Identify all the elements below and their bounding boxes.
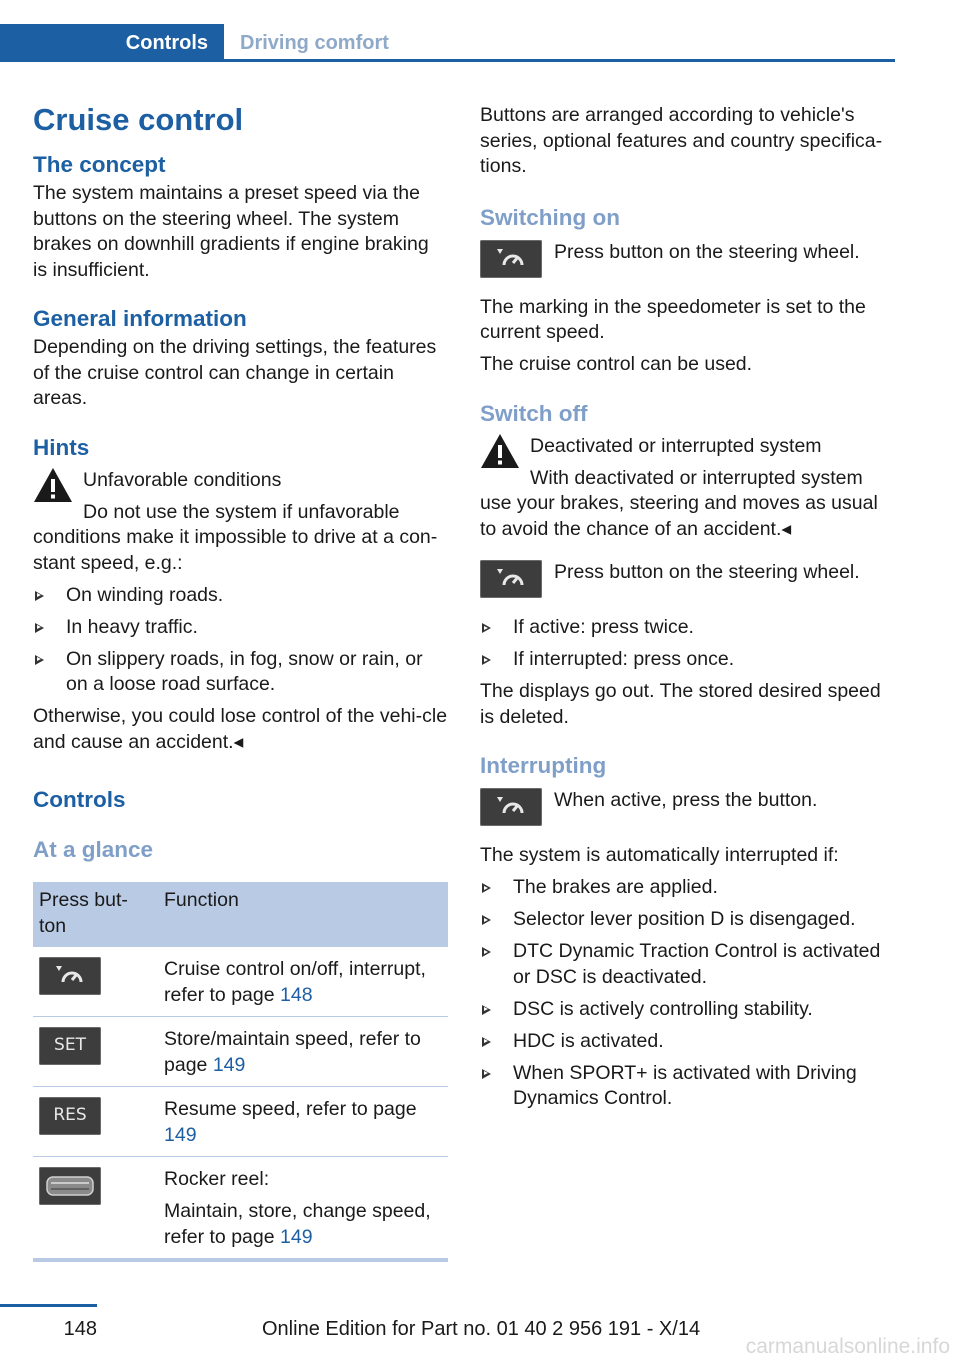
warning-triangle-icon bbox=[33, 467, 73, 503]
glance-heading: At a glance bbox=[33, 837, 154, 862]
general-heading: General information bbox=[33, 306, 247, 331]
warning-rest: use your brakes, steering and moves as usual to avoid the chance of an accident.◂ bbox=[480, 492, 878, 540]
hints-warning bbox=[33, 468, 448, 526]
when-active-text: When active, press the button. bbox=[554, 789, 818, 811]
page-link[interactable]: 149 bbox=[164, 1123, 197, 1146]
rocker-reel-button bbox=[39, 1167, 101, 1205]
left-column bbox=[33, 100, 448, 1262]
table-row bbox=[33, 1157, 448, 1261]
cruise-control-button bbox=[39, 957, 101, 995]
cruise-control-button bbox=[480, 560, 542, 598]
table-header-row bbox=[33, 882, 448, 947]
footer-rule bbox=[0, 1304, 97, 1307]
watermark: carmanualsonline.info bbox=[745, 1335, 950, 1358]
list-item: HDC is activated. bbox=[480, 1029, 895, 1055]
header-rule bbox=[0, 59, 895, 62]
row-function-text: Resume speed, refer to page bbox=[164, 1098, 417, 1120]
displays-text: The displays go out. The stored desired speed is deleted. bbox=[480, 680, 881, 728]
list-item: On winding roads. bbox=[33, 583, 448, 609]
general-text: Depending on the driving settings, the features of the cruise control can change in certain areas. bbox=[33, 336, 437, 409]
press-button-text: Press button on the steering wheel. bbox=[554, 240, 860, 263]
cruise-control-icon bbox=[50, 961, 90, 991]
table-row bbox=[33, 1017, 448, 1087]
warning-title: Unfavorable conditions bbox=[83, 468, 282, 491]
page-link[interactable]: 149 bbox=[212, 1053, 246, 1076]
cruise-control-icon bbox=[491, 564, 531, 594]
warning-title: Deactivated or interrupted system bbox=[530, 434, 822, 457]
interrupting-heading: Interrupting bbox=[480, 753, 607, 778]
cruise-control-icon bbox=[491, 244, 531, 274]
page-header bbox=[0, 24, 895, 62]
can-be-used-text: The cruise control can be used. bbox=[480, 353, 753, 375]
cruise-control-button bbox=[480, 788, 542, 826]
concept-text: The system maintains a preset speed via the buttons on the steering wheel. The system brakes on downhill gradients if engine braking is insufficient. bbox=[33, 182, 429, 281]
buttons-intro: Buttons are arranged according to vehicle's series, optional features and country specifica-tions. bbox=[480, 104, 883, 177]
page-number: 148 bbox=[63, 1318, 97, 1340]
list-item: When SPORT+ is activated with Driving Dynamics Control. bbox=[480, 1061, 895, 1112]
section-tab-driving-comfort: Driving comfort bbox=[240, 31, 389, 54]
table-header-function: Function bbox=[158, 882, 448, 947]
row-function-text: Store/maintain speed, refer to page bbox=[164, 1028, 421, 1076]
switching-on-heading: Switching on bbox=[480, 204, 620, 230]
auto-interrupted-text: The system is automatically interrupted if: bbox=[480, 844, 839, 866]
hint-list bbox=[33, 583, 448, 698]
cruise-control-button bbox=[480, 240, 542, 278]
switch-off-list bbox=[480, 615, 895, 673]
row-function-text: Cruise control on/off, interrupt, refer to page bbox=[164, 958, 426, 1006]
row-function-title: Rocker reel: bbox=[164, 1168, 270, 1190]
list-item: The brakes are applied. bbox=[480, 875, 895, 901]
list-item: In heavy traffic. bbox=[33, 615, 448, 641]
table-row bbox=[33, 1087, 448, 1157]
warning-end: Otherwise, you could lose control of the vehi-cle and cause an accident.◂ bbox=[33, 705, 448, 753]
switching-on-row bbox=[480, 240, 895, 278]
controls-heading: Controls bbox=[33, 787, 126, 812]
set-button-label: SET bbox=[54, 1035, 86, 1056]
list-item: Selector lever position D is disengaged. bbox=[480, 907, 895, 933]
res-button bbox=[39, 1097, 101, 1135]
section-tab-controls: Controls bbox=[0, 24, 224, 62]
list-item: DTC Dynamic Traction Control is activated or DSC is deactivated. bbox=[480, 939, 895, 990]
glance-table bbox=[33, 882, 448, 1262]
set-button bbox=[39, 1027, 101, 1065]
list-item: On slippery roads, in fog, snow or rain, or on a loose road surface. bbox=[33, 647, 448, 698]
table-row bbox=[33, 947, 448, 1017]
press-button-text: Press button on the steering wheel. bbox=[554, 561, 860, 583]
cruise-control-icon bbox=[491, 792, 531, 822]
switch-off-warning bbox=[480, 434, 895, 492]
edition-text: Online Edition for Part no. 01 40 2 956 191 - X/14 bbox=[262, 1318, 701, 1340]
list-item: If active: press twice. bbox=[480, 615, 895, 641]
rocker-reel-icon bbox=[43, 1171, 97, 1201]
marking-text: The marking in the speedometer is set to the current speed. bbox=[480, 295, 866, 343]
switch-off-heading: Switch off bbox=[480, 400, 588, 426]
list-item: If interrupted: press once. bbox=[480, 647, 895, 673]
warning-intro-line: Do not use the system if unfavorable bbox=[83, 500, 400, 523]
page-link[interactable]: 148 bbox=[280, 983, 313, 1006]
list-item: DSC is actively controlling stability. bbox=[480, 997, 895, 1023]
page-title: Cruise control bbox=[33, 102, 244, 137]
concept-heading: The concept bbox=[33, 152, 166, 177]
page-link[interactable]: 149 bbox=[280, 1225, 313, 1248]
warning-line: With deactivated or interrupted system bbox=[530, 466, 863, 489]
switch-off-row bbox=[480, 560, 895, 598]
warning-triangle-icon bbox=[480, 433, 520, 469]
res-button-label: RES bbox=[53, 1105, 87, 1126]
interrupting-row bbox=[480, 788, 895, 826]
hints-heading: Hints bbox=[33, 434, 90, 460]
right-column bbox=[480, 100, 895, 1112]
table-header-press-button: Press but-ton bbox=[33, 882, 158, 947]
interrupt-conditions-list bbox=[480, 875, 895, 1112]
row-function-text: Maintain, store, change speed, refer to page bbox=[164, 1200, 431, 1248]
warning-intro-rest: conditions make it impossible to drive at a con-stant speed, e.g.: bbox=[33, 526, 438, 574]
